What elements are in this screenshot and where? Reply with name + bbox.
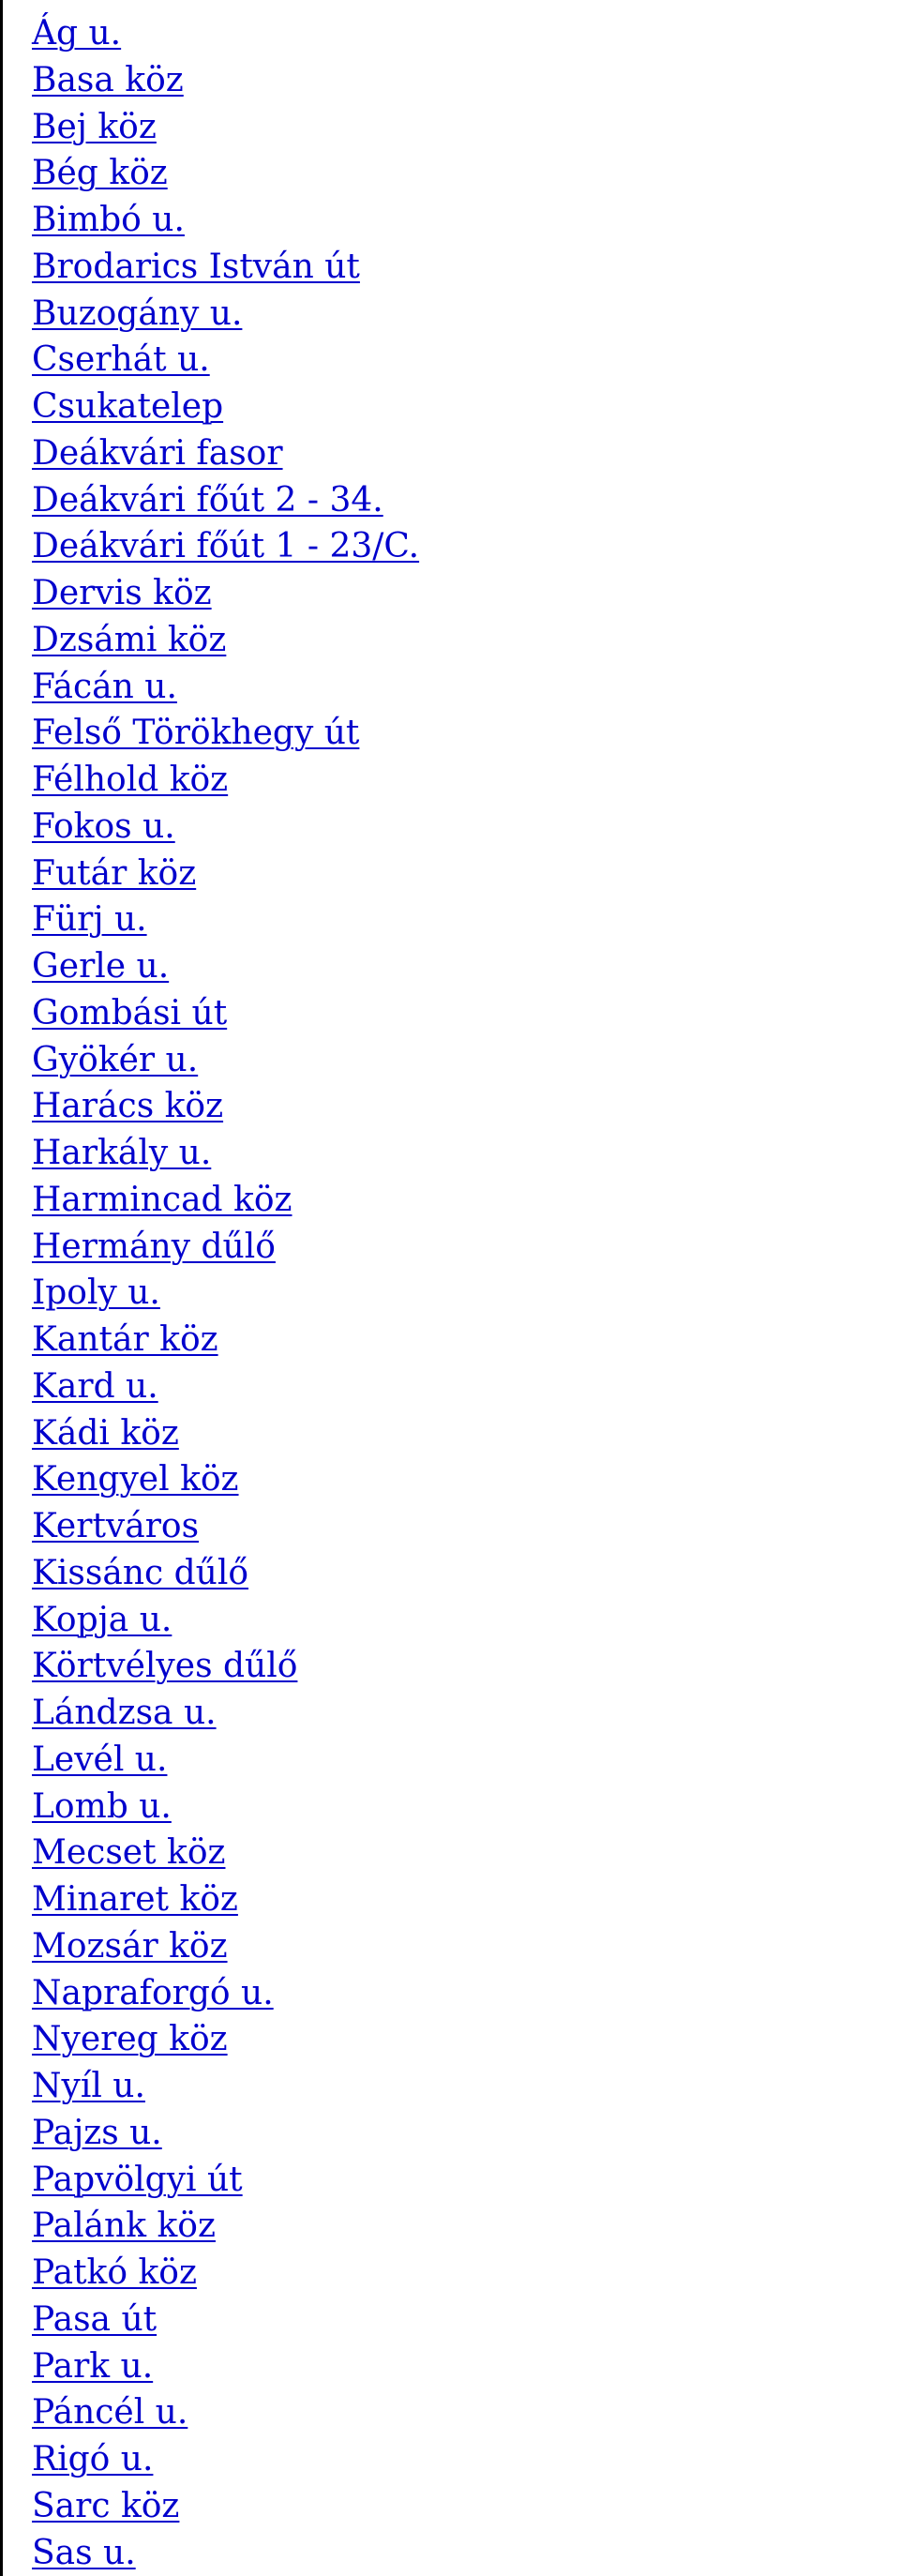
street-link[interactable]: Kard u. xyxy=(32,1366,158,1406)
list-item xyxy=(32,896,885,943)
street-link[interactable]: Deákvári főút 2 - 34. xyxy=(32,480,383,520)
list-item xyxy=(32,1224,885,1271)
list-item xyxy=(32,1317,885,1363)
list-item xyxy=(32,1363,885,1410)
street-link[interactable]: Felső Törökhegy út xyxy=(32,714,360,753)
street-link[interactable]: Bég köz xyxy=(32,154,168,193)
street-link[interactable]: Palánk köz xyxy=(32,2207,216,2246)
list-item xyxy=(32,150,885,197)
street-link[interactable]: Csukatelep xyxy=(32,387,224,426)
street-link[interactable]: Cserhát u. xyxy=(32,340,210,380)
list-item xyxy=(32,1643,885,1690)
street-link[interactable]: Hermány dűlő xyxy=(32,1227,276,1266)
list-item xyxy=(32,337,885,384)
list-item xyxy=(32,664,885,711)
street-link[interactable]: Bimbó u. xyxy=(32,201,185,239)
list-item xyxy=(32,990,885,1037)
list-item xyxy=(32,1503,885,1550)
list-item xyxy=(32,2389,885,2436)
street-link[interactable]: Park u. xyxy=(32,2346,154,2386)
list-item xyxy=(32,1037,885,1084)
list-item xyxy=(32,57,885,104)
street-link[interactable]: Páncél u. xyxy=(32,2393,188,2433)
street-link[interactable]: Kissánc dűlő xyxy=(32,1553,249,1592)
list-item xyxy=(32,523,885,570)
list-item xyxy=(32,617,885,664)
list-item xyxy=(32,477,885,524)
street-link[interactable]: Gerle u. xyxy=(32,947,170,986)
list-item xyxy=(32,10,885,57)
street-link[interactable]: Körtvélyes dűlő xyxy=(32,1647,298,1686)
street-link[interactable]: Sas u. xyxy=(32,2533,136,2572)
street-link[interactable]: Harmincad köz xyxy=(32,1180,292,1219)
street-link[interactable]: Lándzsa u. xyxy=(32,1694,217,1732)
street-link[interactable]: Gombási út xyxy=(32,993,228,1032)
street-link[interactable]: Minaret köz xyxy=(32,1880,238,1919)
list-item xyxy=(32,2110,885,2157)
list-item xyxy=(32,2250,885,2297)
street-link[interactable]: Gyökér u. xyxy=(32,1040,199,1079)
street-link[interactable]: Ág u. xyxy=(32,14,122,53)
street-link[interactable]: Pajzs u. xyxy=(32,2113,162,2152)
street-link[interactable]: Nyereg köz xyxy=(32,2020,228,2059)
list-item xyxy=(32,2483,885,2530)
list-item xyxy=(32,1784,885,1830)
list-item xyxy=(32,2343,885,2390)
street-link[interactable]: Kantár köz xyxy=(32,1320,218,1359)
street-link[interactable]: Dervis köz xyxy=(32,574,212,612)
street-link[interactable]: Brodarics István út xyxy=(32,247,360,286)
list-item xyxy=(32,2203,885,2250)
street-link[interactable]: Félhold köz xyxy=(32,761,229,799)
left-border-rule xyxy=(0,0,3,2576)
street-link[interactable]: Nyíl u. xyxy=(32,2067,145,2105)
list-item xyxy=(32,1410,885,1457)
list-item xyxy=(32,570,885,617)
street-link[interactable]: Basa köz xyxy=(32,60,184,99)
list-item xyxy=(32,244,885,291)
list-item xyxy=(32,710,885,757)
street-link[interactable]: Harács köz xyxy=(32,1087,224,1126)
street-link[interactable]: Mecset köz xyxy=(32,1833,226,1873)
list-item xyxy=(32,1130,885,1177)
list-item xyxy=(32,804,885,851)
list-item xyxy=(32,2063,885,2110)
street-link[interactable]: Fácán u. xyxy=(32,667,177,706)
street-link[interactable]: Bej köz xyxy=(32,107,157,146)
street-link[interactable]: Ipoly u. xyxy=(32,1273,160,1313)
street-link[interactable]: Buzogány u. xyxy=(32,294,243,333)
street-list xyxy=(32,10,885,2576)
list-item xyxy=(32,2530,885,2576)
street-link[interactable]: Mozsár köz xyxy=(32,1926,228,1966)
street-link[interactable]: Kádi köz xyxy=(32,1413,179,1453)
list-item xyxy=(32,1830,885,1876)
street-link[interactable]: Rigó u. xyxy=(32,2440,154,2478)
street-link[interactable]: Lomb u. xyxy=(32,1786,172,1826)
list-item xyxy=(32,1456,885,1503)
list-item xyxy=(32,1970,885,2017)
list-item xyxy=(32,430,885,477)
street-link[interactable]: Kertváros xyxy=(32,1507,200,1545)
street-link[interactable]: Sarc köz xyxy=(32,2486,180,2525)
street-link[interactable]: Levél u. xyxy=(32,1740,168,1779)
list-item xyxy=(32,1550,885,1597)
list-item xyxy=(32,1876,885,1923)
street-link[interactable]: Kengyel köz xyxy=(32,1460,239,1499)
street-link[interactable]: Pasa út xyxy=(32,2299,158,2339)
list-item xyxy=(32,1083,885,1130)
list-item xyxy=(32,1177,885,1224)
street-link[interactable]: Futár köz xyxy=(32,853,197,893)
street-link[interactable]: Harkály u. xyxy=(32,1134,212,1172)
list-item xyxy=(32,851,885,897)
list-item xyxy=(32,2297,885,2343)
street-link[interactable]: Patkó köz xyxy=(32,2253,197,2292)
street-link[interactable]: Kopja u. xyxy=(32,1600,172,1639)
street-link[interactable]: Fürj u. xyxy=(32,900,147,940)
list-item xyxy=(32,291,885,338)
list-item xyxy=(32,1597,885,1644)
list-item xyxy=(32,757,885,804)
list-item xyxy=(32,2016,885,2063)
list-item xyxy=(32,1737,885,1784)
street-link[interactable]: Napraforgó u. xyxy=(32,1973,274,2012)
list-item xyxy=(32,1923,885,1970)
list-item xyxy=(32,384,885,430)
list-item xyxy=(32,2157,885,2204)
list-item xyxy=(32,943,885,990)
list-item xyxy=(32,104,885,151)
street-link[interactable]: Dzsámi köz xyxy=(32,620,227,659)
list-item xyxy=(32,197,885,244)
street-link[interactable]: Deákvári főút 1 - 23/C. xyxy=(32,527,420,566)
street-link[interactable]: Fokos u. xyxy=(32,806,175,846)
street-link[interactable]: Papvölgyi út xyxy=(32,2160,243,2199)
list-item xyxy=(32,1270,885,1317)
street-link[interactable]: Deákvári fasor xyxy=(32,433,283,473)
list-item xyxy=(32,1690,885,1737)
list-item xyxy=(32,2436,885,2483)
